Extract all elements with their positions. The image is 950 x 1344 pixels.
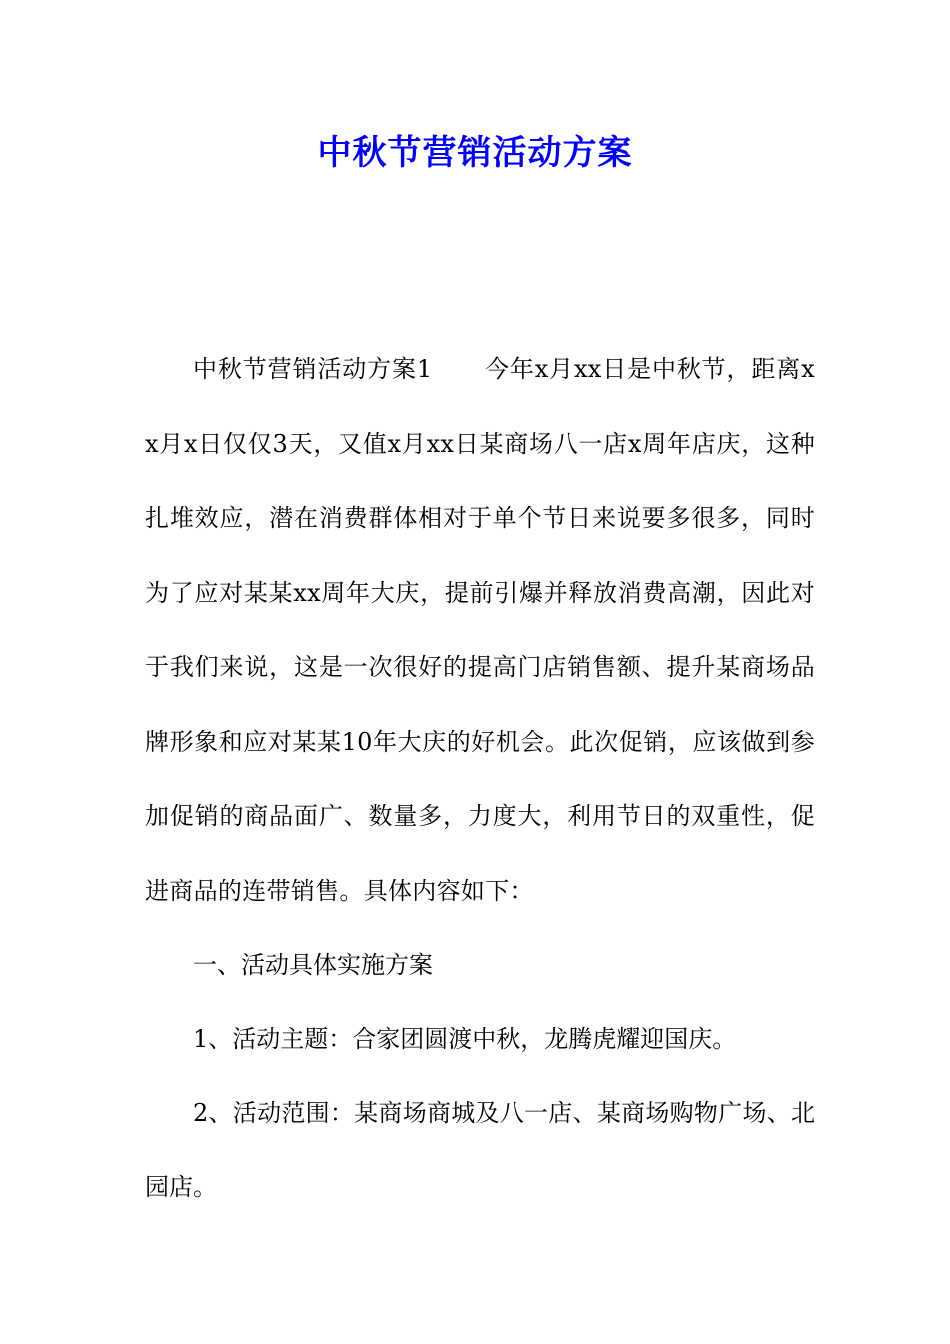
section-heading: 一、活动具体实施方案 [193, 951, 433, 979]
intro-body: 今年x月xx日是中秋节，距离xx月x日仅仅3天，又值x月xx日某商场八一店x周年店庆，这种扎堆效应，潜在消费群体相对于单个节日来说要多很多，同时为了应对某某xx周年大庆，提前引爆并释放消费高潮，因此对于我们来说，这是一次很好的提高门店销售额、提升某商场品牌形象和应对某某10年大庆的好机会。此次促销，应该做到参加促销的商品面广、数量多，力度大，利用节日的双重性，促进商品的连带销售。具体内容如下： [145, 355, 815, 905]
list-item: 1、活动主题：合家团圆渡中秋，龙腾虎耀迎国庆。 [193, 1025, 737, 1053]
intro-heading: 中秋节营销活动方案1 [193, 355, 433, 383]
document-body [145, 332, 815, 1224]
paragraph-intro [145, 332, 815, 928]
list-item: 2、活动范围：某商场商城及八一店、某商场购物广场、北园店。 [145, 1099, 815, 1201]
document-title: 中秋节营销活动方案 [317, 133, 633, 173]
